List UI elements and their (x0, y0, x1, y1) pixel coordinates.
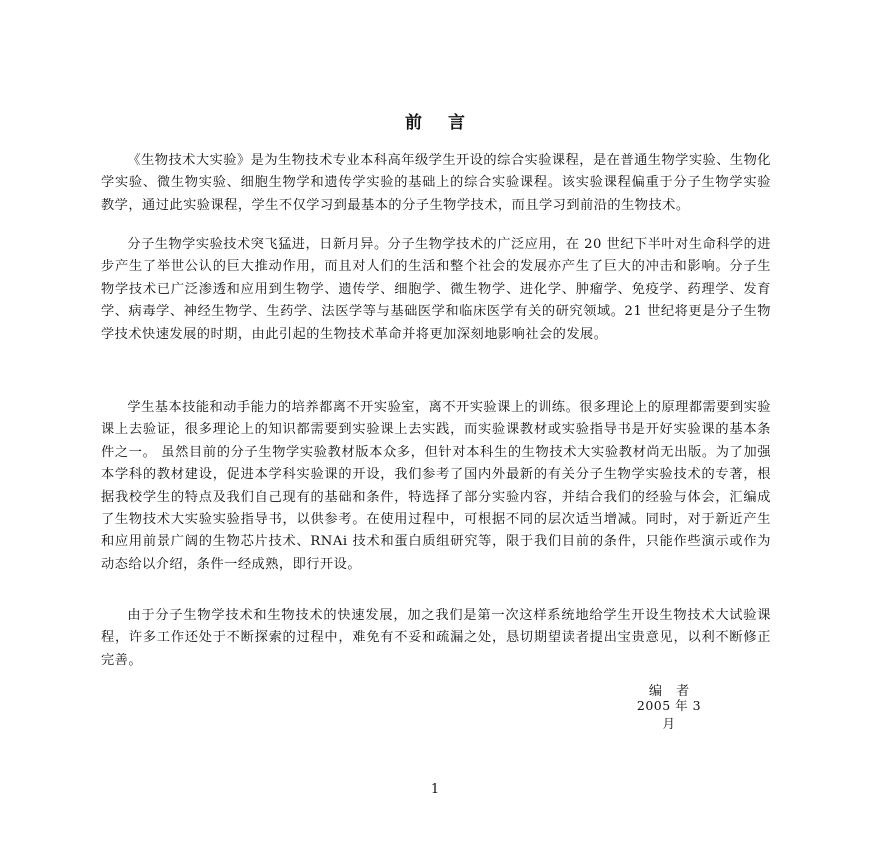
author-signature: 编者 (648, 684, 704, 699)
preface-paragraph-2 (101, 234, 771, 346)
preface-paragraph-4 (101, 605, 771, 672)
signature-date: 2005 年 3 月 (636, 698, 702, 731)
preface-paragraph-3 (101, 397, 771, 576)
paragraph-text: 《生物技术大实验》是为生物技术专业本科高年级学生开设的综合实验课程，是在普通生物学实验、生物化学实验、微生物实验、细胞生物学和遗传学实验的基础上的综合实验课程。该实验课程偏重于分子生物学实验教学，通过此实验课程，学生不仅学习到最基本的分子生物学技术，而且学习到前沿的生物技术。 (101, 153, 771, 213)
paragraph-text: 由于分子生物学技术和生物技术的快速发展，加之我们是第一次这样系统地给学生开设生物技术大试验课程，许多工作还处于不断探索的过程中，难免有不妥和疏漏之处，恳切期望读者提出宝贵意见，以利不断修正完善。 (101, 608, 771, 668)
page-number: 1 (430, 782, 440, 797)
page-title: 前言 (405, 113, 491, 133)
paragraph-text: 分子生物学实验技术突飞猛进，日新月异。分子生物学技术的广泛应用，在 20 世纪下半叶对生命科学的进步产生了举世公认的巨大推动作用，而且对人们的生活和整个社会的发展亦产生了巨大的冲击和影响。分子生物学技术已广泛渗透和应用到生物学、遗传学、细胞学、微生物学、进化学、肿瘤学、免疫学、药理学、发育学、病毒学、神经生物学、生药学、法医学等与基础医学和临床医学有关的研究领域。21 世纪将更是分子生物学技术快速发展的时期，由此引起的生物技术革命并将更加深刻地影响社会的发展。 (101, 237, 771, 342)
preface-paragraph-1 (101, 150, 771, 217)
paragraph-text: 学生基本技能和动手能力的培养都离不开实验室，离不开实验课上的训练。很多理论上的原理都需要到实验课上去验证，很多理论上的知识都需要到实验课上去实践，而实验课教材或实验指导书是开好实验课的基本条件之一。 虽然目前的分子生物学实验教材版本众多，但针对本科生的生物技术大实验教材尚无出版。为了加强本学科的教材建设，促进本学科实验课的开设，我们参考了国内外最新的有关分子生物学实验技术的专著，根据我校学生的特点及我们自己现有的基础和条件，特选择了部分实验内容，并结合我们的经验与体会，汇编成了生物技术大实验实验指导书，以供参考。在使用过程中，可根据不同的层次适当增减。同时，对于新近产生和应用前景广阔的生物芯片技术、RNAi 技术和蛋白质组研究等，限于我们目前的条件，只能作些演示或作为动态给以介绍，条件一经成熟，即行开设。 (101, 400, 772, 572)
